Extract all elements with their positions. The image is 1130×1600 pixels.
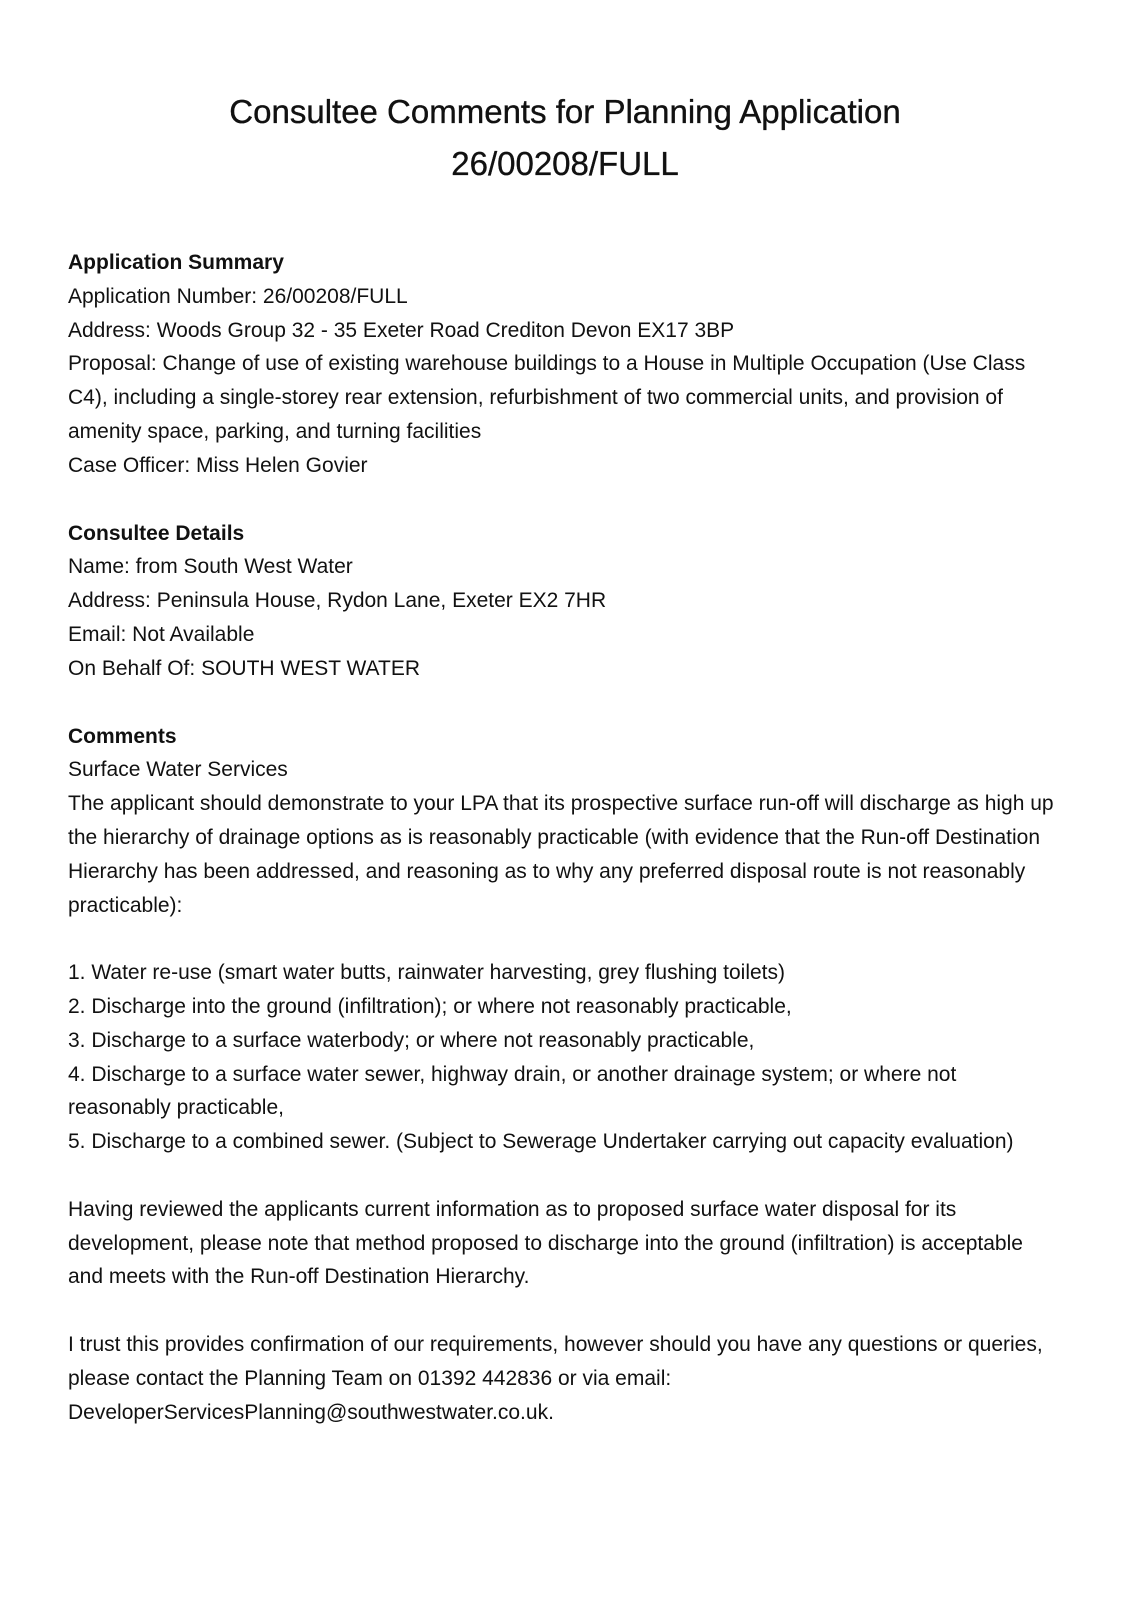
consultee-address: Address: Peninsula House, Rydon Lane, Exeter EX2 7HR — [68, 589, 607, 613]
application-address: Address: Woods Group 32 - 35 Exeter Road Crediton Devon EX17 3BP — [68, 318, 735, 342]
application-summary-heading: Application Summary — [68, 251, 284, 274]
consultee-on-behalf-of: On Behalf Of: SOUTH WEST WATER — [68, 656, 421, 680]
page-title — [68, 0, 1062, 190]
comments-heading: Comments — [68, 724, 177, 748]
list-item: 3. Discharge to a surface waterbody; or where not reasonably practicable, — [68, 1028, 755, 1052]
case-officer: Case Officer: Miss Helen Govier — [68, 453, 368, 477]
list-item: 4. Discharge to a surface water sewer, highway drain, or another drainage system; or where not reasonably practicable, — [68, 1062, 957, 1120]
drainage-hierarchy-list — [68, 956, 1062, 1159]
comments-closing: I trust this provides confirmation of our requirements, however should you have any questions or queries, please contact the Planning Team on 01392 442836 or via email: DeveloperServicesPlanning@southwestwater.co.uk. — [68, 1332, 1043, 1424]
paragraph-spacer — [68, 1159, 1062, 1193]
paragraph-spacer — [68, 1294, 1062, 1328]
paragraph-spacer — [68, 922, 1062, 956]
consultee-details-section — [68, 517, 1062, 686]
page-title-line-1: Consultee Comments for Planning Application — [229, 93, 901, 130]
comments-intro: The applicant should demonstrate to your LPA that its prospective surface run-off will discharge as high up the hierarchy of drainage options as is reasonably practicable (with evidence that the Run-off Destination Hierarchy has been addressed, and reasoning as to why any preferred disposal route is not reasonably practicable): — [68, 792, 1054, 917]
application-summary-section — [68, 246, 1062, 483]
page-title-line-2: 26/00208/FULL — [451, 145, 679, 182]
list-item: 5. Discharge to a combined sewer. (Subject to Sewerage Undertaker carrying out capacity evaluation) — [68, 1130, 1014, 1154]
application-number: Application Number: 26/00208/FULL — [68, 284, 408, 308]
consultee-email: Email: Not Available — [68, 622, 255, 646]
consultee-name: Name: from South West Water — [68, 555, 353, 579]
list-item: 2. Discharge into the ground (infiltration); or where not reasonably practicable, — [68, 994, 792, 1018]
comments-review: Having reviewed the applicants current information as to proposed surface water disposal for its development, please note that method proposed to discharge into the ground (infiltration) is acceptable and meets with the Run-off Destination Hierarchy. — [68, 1197, 1023, 1289]
application-proposal: Proposal: Change of use of existing warehouse buildings to a House in Multiple Occupation (Use Class C4), including a single-storey rear extension, refurbishment of two commercial units, and provision of amenity space, parking, and turning facilities — [68, 352, 1026, 443]
comments-section — [68, 720, 1062, 1430]
consultee-details-heading: Consultee Details — [68, 521, 245, 545]
list-item: 1. Water re-use (smart water butts, rainwater harvesting, grey flushing toilets) — [68, 961, 785, 985]
comments-subheading: Surface Water Services — [68, 758, 288, 782]
